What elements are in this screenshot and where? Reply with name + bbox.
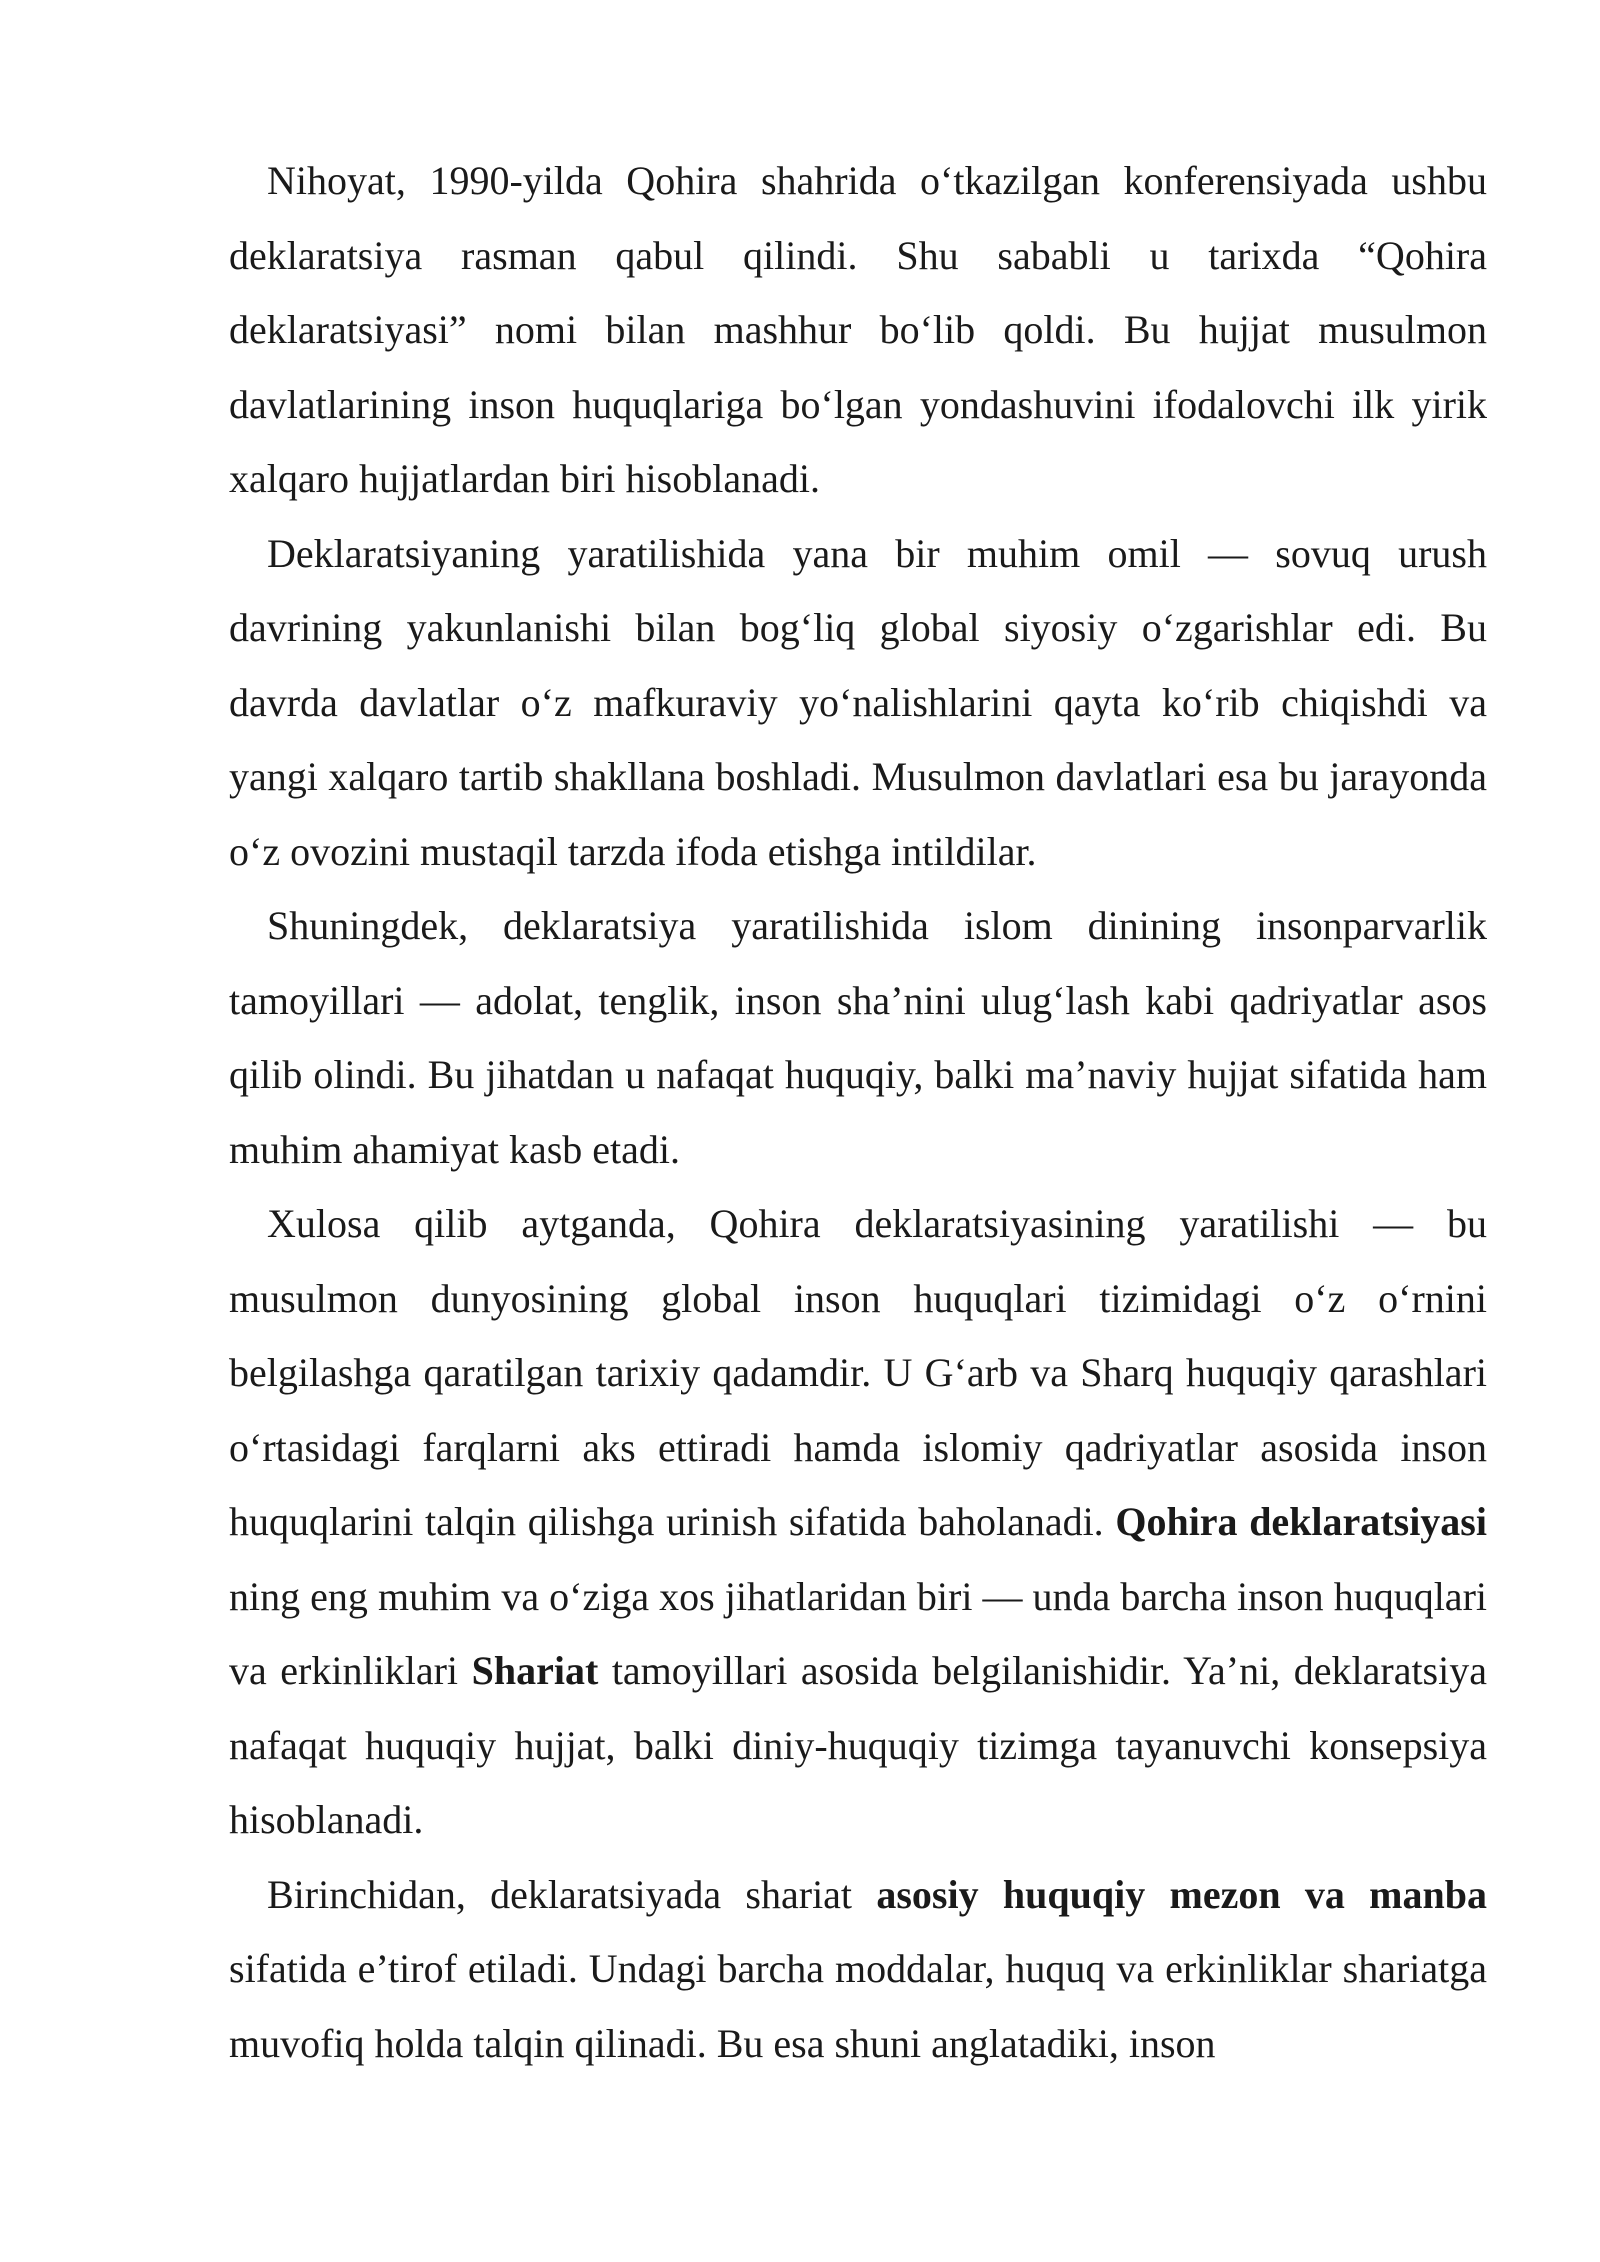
paragraph-text: Xulosa qilib aytganda, Qohira deklaratsiyasining yaratilishi — bu musulmon dunyosining global inson huquqlari tizimidagi o‘z o‘rnini belgilashga qaratilgan tarixiy qadamdir. U G‘arb va Sharq huquqiy qarashlari o‘rtasidagi farqlarni aks ettiradi hamda islomiy qadriyatlar asosida inson huquqlarini talqin qilishga urinish sifatida baholanadi.	[229, 1201, 1487, 1544]
paragraph-text: Shuningdek, deklaratsiya yaratilishida islom dinining insonparvarlik tamoyillari — adolat, tenglik, inson sha’nini ulug‘lash kabi qadriyatlar asos qilib olindi. Bu jihatdan u nafaqat huquqiy, balki ma’naviy hujjat sifatida ham muhim ahamiyat kasb etadi.	[229, 903, 1487, 1172]
paragraph-text: Deklaratsiyaning yaratilishida yana bir muhim omil — sovuq urush davrining yakunlanishi bilan bog‘liq global siyosiy o‘zgarishlar edi. Bu davrda davlatlar o‘z mafkuraviy yo‘nalishlarini qayta ko‘rib chiqishdi va yangi xalqaro tartib shakllana boshladi. Musulmon davlatlari esa bu jarayonda o‘z ovozini mustaqil tarzda ifoda etishga intildilar.	[229, 530, 1487, 874]
bold-term-cairo-declaration: Qohira deklaratsiyasi	[1115, 1499, 1487, 1544]
paragraph-cairo-adoption	[229, 144, 1487, 517]
paragraph-text: ning eng muhim va o‘ziga xos jihatlaridan biri — unda barcha inson huquqlari va erkinliklari	[229, 1573, 1487, 1693]
paragraph-humanist-principles	[229, 889, 1487, 1187]
paragraph-text: tamoyillari asosida belgilanishidir. Ya’ni, deklaratsiya nafaqat huquqiy hujjat, balki diniy-huquqiy tizimga tayanuvchi konsepsiya hisoblanadi.	[229, 1648, 1487, 1842]
paragraph-conclusion	[229, 1187, 1487, 1858]
bold-term-main-legal-source: asosiy huquqiy mezon va manba	[876, 1871, 1487, 1917]
paragraph-cold-war-factor	[229, 517, 1487, 890]
paragraph-firstly	[229, 1858, 1487, 2082]
bold-term-shariat: Shariat	[471, 1648, 599, 1693]
paragraph-text: Nihoyat, 1990-yilda Qohira shahrida o‘tkazilgan konferensiyada ushbu deklaratsiya rasman qabul qilindi. Shu sababli u tarixda “Qohira deklaratsiyasi” nomi bilan mashhur bo‘lib qoldi. Bu hujjat musulmon davlatlarining inson huquqlariga bo‘lgan yondashuvini ifodalovchi ilk yirik xalqaro hujjatlardan biri hisoblanadi.	[229, 158, 1487, 501]
paragraph-text: sifatida e’tirof etiladi. Undagi barcha moddalar, huquq va erkinliklar shariatga muvofiq holda talqin qilinadi. Bu esa shuni anglatadiki, inson	[229, 1946, 1487, 2066]
paragraph-text: Birinchidan, deklaratsiyada shariat	[267, 1871, 877, 1917]
document-page	[229, 144, 1487, 2081]
